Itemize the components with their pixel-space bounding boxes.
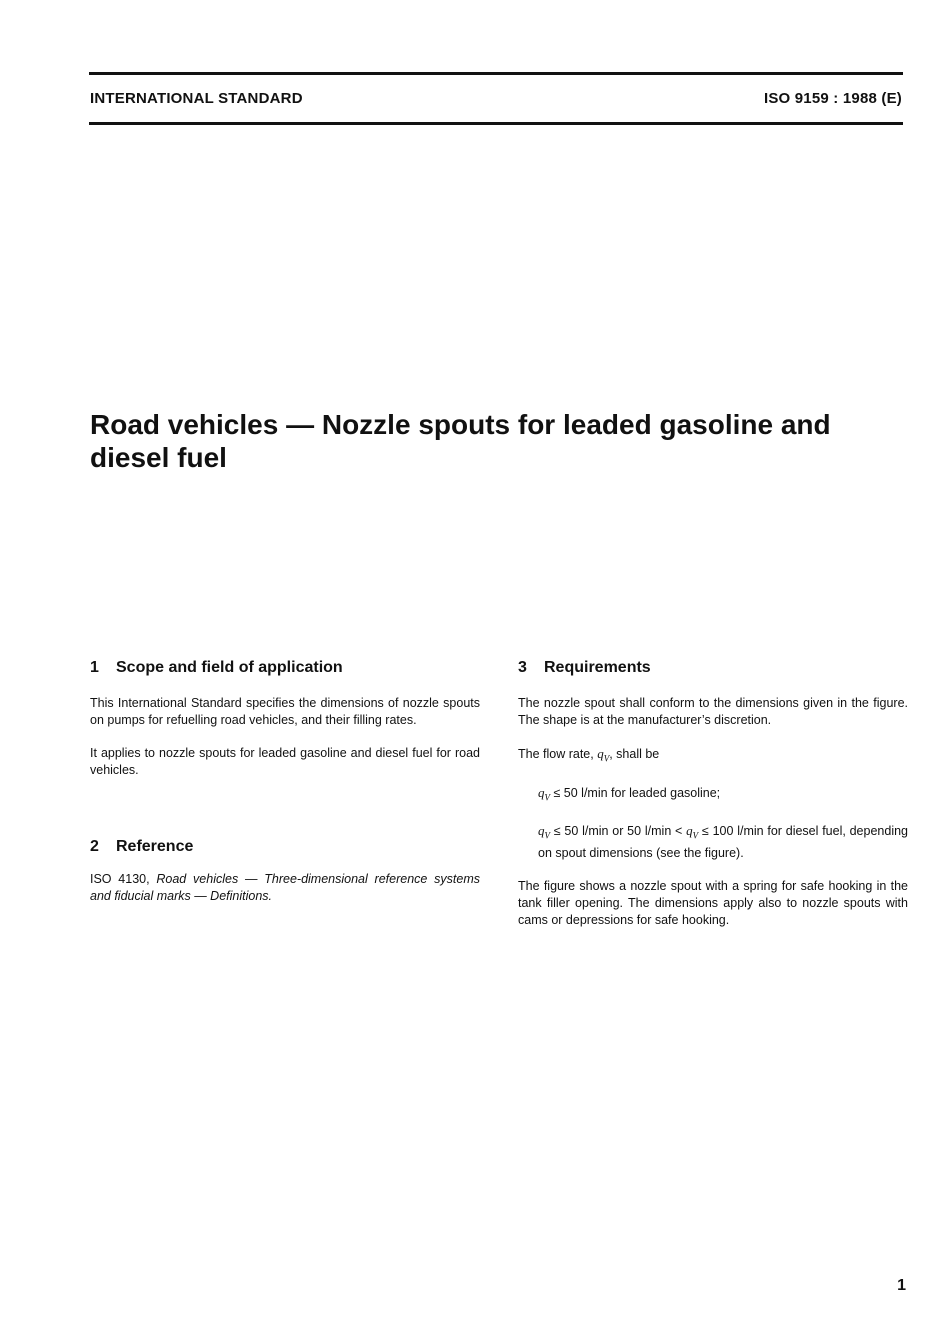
section-reference <box>90 837 480 905</box>
reference-entry <box>90 871 480 905</box>
flow-symbol: $q_V$ <box>597 746 610 764</box>
section-number: 1 <box>90 659 99 676</box>
standard-number: ISO 9159 : 1988 (E) <box>763 90 902 107</box>
reference-title: Road vehicles — Three-dimensional reference systems and fiducial marks — Definitions. <box>90 872 480 903</box>
flow-symbol: $q_V$ <box>538 823 550 841</box>
paragraph: The nozzle spout shall conform to the dimensions given in the figure. The shape is at the manufacturer’s discretion. <box>518 696 908 727</box>
header-bottom-rule <box>89 122 903 125</box>
right-column <box>518 658 908 929</box>
section-requirements <box>518 658 908 929</box>
paragraph: The figure shows a nozzle spout with a spring for safe hooking in the tank filler opening. The dimensions apply also to nozzle spouts with cams or depressions for safe hooking. <box>518 878 908 927</box>
section-heading <box>90 658 480 678</box>
section-number: 3 <box>518 659 527 676</box>
flow-symbol: $q_V$ <box>538 784 550 803</box>
flow-symbol: $q_V$ <box>686 823 699 841</box>
flow-rate-intro: The flow rate, $q_V$, shall be <box>518 746 660 764</box>
section-title: Reference <box>116 838 194 855</box>
document-title: Road vehicles — Nozzle spouts for leaded gasoline and diesel fuel <box>90 409 831 473</box>
page-number: 1 <box>897 1277 906 1294</box>
left-column <box>90 658 480 905</box>
section-title: Requirements <box>544 659 651 676</box>
paragraph: It applies to nozzle spouts for leaded gasoline and diesel fuel for road vehicles. <box>90 746 480 777</box>
reference-id: ISO 4130, <box>90 872 150 886</box>
condition-leaded: $q_V \le 50$ l/min for leaded gasoline; <box>538 784 721 803</box>
section-scope <box>90 658 480 779</box>
section-number: 2 <box>90 838 99 855</box>
condition-diesel: $q_V \le 50$ l/min or 50 $l/\min < q_V \le 100$ l/min for diesel fuel, depending on spout dimensions (see the figure). <box>538 823 908 860</box>
section-heading <box>518 658 908 678</box>
header-top-rule <box>89 72 903 75</box>
document-type-label: INTERNATIONAL STANDARD <box>90 90 303 107</box>
section-heading <box>90 837 480 857</box>
paragraph: This International Standard specifies the dimensions of nozzle spouts on pumps for refuelling road vehicles, and their filling rates. <box>90 696 480 727</box>
section-title: Scope and field of application <box>116 659 343 676</box>
